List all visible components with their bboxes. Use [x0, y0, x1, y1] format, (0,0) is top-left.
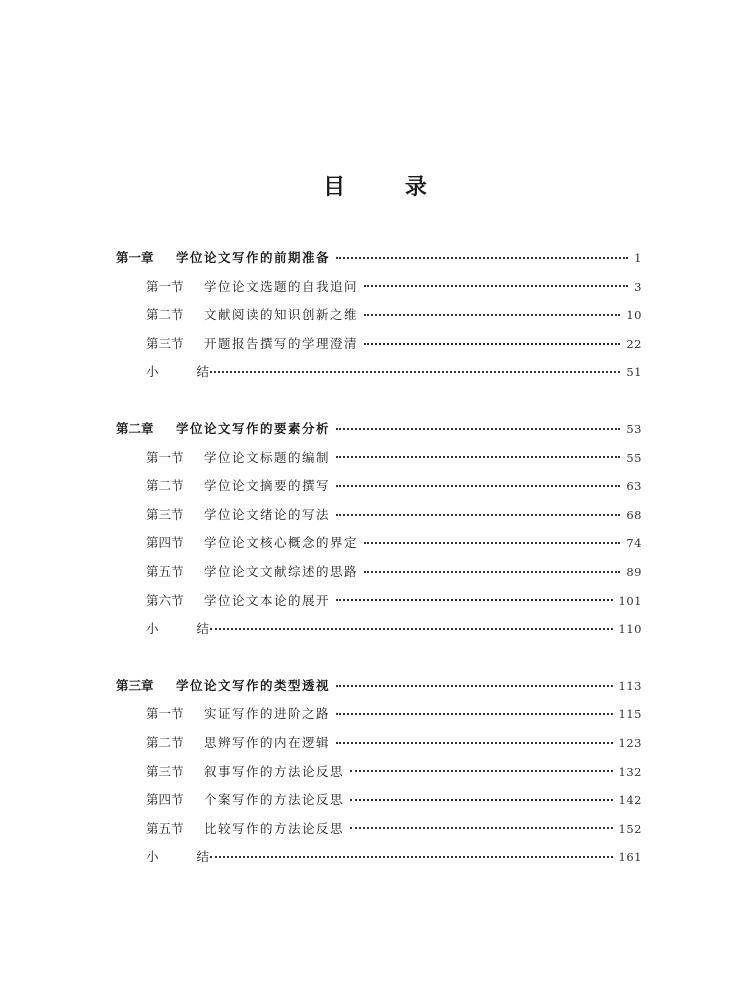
toc-section-entry[interactable]	[116, 729, 642, 758]
leader-dots	[336, 455, 620, 458]
section-label: 小 结	[146, 621, 226, 637]
leader-dots	[364, 284, 628, 287]
section-label: 第二节	[146, 478, 184, 494]
page-number: 142	[618, 793, 642, 808]
page-number: 55	[626, 450, 642, 465]
section-label: 第六节	[146, 592, 184, 608]
toc-section-entry[interactable]	[116, 501, 642, 530]
leader-dots	[364, 570, 620, 573]
leader-dots	[364, 342, 620, 345]
page-number: 152	[618, 821, 642, 836]
page-number: 3	[634, 279, 642, 294]
leader-dots	[336, 712, 613, 715]
chapter-title: 学位论文写作的要素分析	[176, 420, 331, 436]
section-label: 第一节	[146, 278, 184, 294]
section-label: 第三节	[146, 335, 184, 351]
toc-section-entry[interactable]	[116, 700, 642, 729]
leader-dots	[336, 513, 620, 516]
chapter-title: 学位论文写作的类型透视	[176, 677, 331, 693]
page-number: 22	[626, 336, 642, 351]
page-number: 110	[618, 622, 642, 637]
section-title: 学位论文本论的展开	[204, 592, 331, 608]
section-title: 学位论文文献综述的思路	[204, 563, 359, 579]
page-number: 51	[626, 365, 642, 380]
toc-section-entry[interactable]	[116, 529, 642, 558]
section-label: 第五节	[146, 563, 184, 579]
toc-section-entry[interactable]	[116, 273, 642, 302]
leader-dots	[210, 370, 620, 373]
leader-dots	[336, 484, 620, 487]
leader-dots	[364, 313, 620, 316]
page-number: 89	[626, 564, 642, 579]
section-label: 第四节	[146, 535, 184, 551]
leader-dots	[210, 627, 613, 630]
section-label: 第四节	[146, 792, 184, 808]
section-label: 第二节	[146, 307, 184, 323]
leader-dots	[350, 798, 613, 801]
section-title: 实证写作的进阶之路	[204, 706, 331, 722]
page-number: 132	[618, 764, 642, 779]
page-number: 63	[626, 479, 642, 494]
section-label: 第一节	[146, 449, 184, 465]
leader-dots	[210, 855, 613, 858]
toc-section-entry[interactable]	[116, 330, 642, 359]
page-number: 161	[618, 850, 642, 865]
page-number: 53	[626, 421, 642, 436]
section-title: 比较写作的方法论反思	[204, 820, 345, 836]
section-title: 思辨写作的内在逻辑	[204, 734, 331, 750]
leader-dots	[336, 684, 613, 687]
section-title: 叙事写作的方法论反思	[204, 763, 345, 779]
section-title: 学位论文核心概念的界定	[204, 535, 359, 551]
toc-chapter-entry[interactable]	[116, 415, 642, 444]
leader-dots	[364, 541, 620, 544]
toc-chapter	[116, 415, 642, 644]
toc-section-entry[interactable]	[116, 843, 642, 872]
section-title: 学位论文绪论的写法	[204, 506, 331, 522]
section-title: 个案写作的方法论反思	[204, 792, 345, 808]
section-title: 学位论文标题的编制	[204, 449, 331, 465]
section-label: 第二节	[146, 734, 184, 750]
leader-dots	[350, 826, 613, 829]
toc-section-entry[interactable]	[116, 472, 642, 501]
leader-dots	[336, 256, 628, 259]
page-number: 123	[618, 735, 642, 750]
table-of-contents	[116, 244, 642, 900]
section-label: 小 结	[146, 364, 226, 380]
section-title: 学位论文摘要的撰写	[204, 478, 331, 494]
toc-section-entry[interactable]	[116, 786, 642, 815]
toc-section-entry[interactable]	[116, 758, 642, 787]
page-number: 101	[618, 593, 642, 608]
section-label: 第五节	[146, 820, 184, 836]
leader-dots	[336, 427, 620, 430]
leader-dots	[336, 741, 613, 744]
chapter-label: 第三章	[116, 677, 154, 693]
section-title: 文献阅读的知识创新之维	[204, 307, 359, 323]
toc-section-entry[interactable]	[116, 815, 642, 844]
toc-section-entry[interactable]	[116, 615, 642, 644]
page-number: 115	[618, 707, 642, 722]
section-title: 学位论文选题的自我追问	[204, 278, 359, 294]
toc-title: 目 录	[323, 175, 453, 200]
chapter-label: 第一章	[116, 250, 154, 265]
toc-chapter-entry[interactable]	[116, 244, 642, 273]
toc-section-entry[interactable]	[116, 587, 642, 616]
toc-section-entry[interactable]	[116, 301, 642, 330]
toc-chapter	[116, 672, 642, 872]
page-number: 10	[626, 308, 642, 323]
toc-chapter-entry[interactable]	[116, 672, 642, 701]
leader-dots	[350, 769, 613, 772]
page-number: 74	[626, 536, 642, 551]
page-number: 68	[626, 507, 642, 522]
chapter-label: 第二章	[116, 420, 154, 436]
page-number: 1	[634, 251, 642, 265]
section-label: 第三节	[146, 506, 184, 522]
toc-section-entry[interactable]	[116, 444, 642, 473]
page-number: 113	[618, 678, 642, 693]
section-label: 小 结	[146, 849, 226, 865]
toc-section-entry[interactable]	[116, 358, 642, 387]
chapter-title: 学位论文写作的前期准备	[176, 250, 331, 265]
section-label: 第一节	[146, 706, 184, 722]
toc-chapter	[116, 244, 642, 387]
toc-section-entry[interactable]	[116, 558, 642, 587]
leader-dots	[336, 598, 613, 601]
section-label: 第三节	[146, 763, 184, 779]
section-title: 开题报告撰写的学理澄清	[204, 335, 359, 351]
